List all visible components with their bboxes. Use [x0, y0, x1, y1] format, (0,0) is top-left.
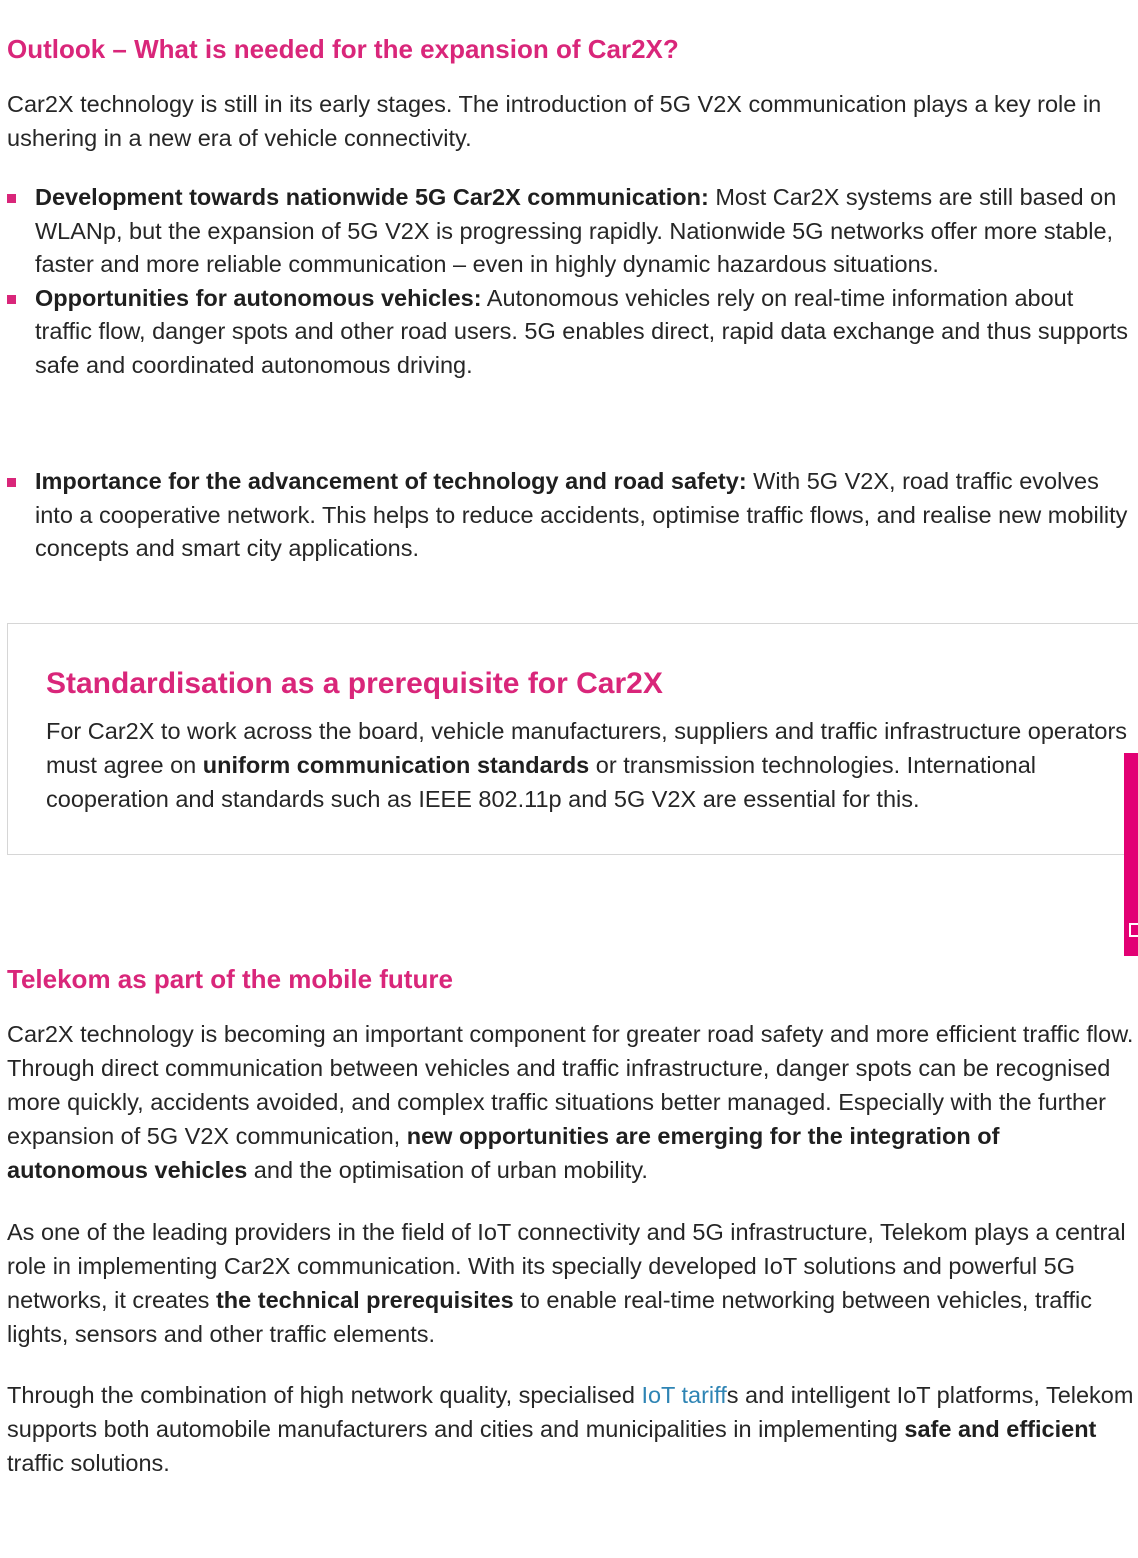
callout-text: For Car2X to work across the board, vehicle manufacturers, suppliers and traffic infrastructure operators must agree on uniform communication standards or transmission technologies. International cooperation and standards such as IEEE 802.11p and 5G V2X are essential for this.: [46, 718, 1128, 812]
bullet-square-icon: [7, 478, 16, 487]
bullet-square-icon: [7, 194, 16, 203]
standardisation-callout-box: [7, 623, 1138, 855]
telekom-heading: Telekom as part of the mobile future: [7, 964, 453, 994]
telekom-paragraph-2: As one of the leading providers in the field of IoT connectivity and 5G infrastructure, Telekom plays a central role in implementing Car2X communication. With its specially developed IoT solutions and powerful 5G networks, it creates the technical prerequisites to enable real-time networking between vehicles, traffic lights, sensors and other traffic elements.: [7, 1219, 1126, 1347]
list-item: Importance for the advancement of technology and road safety: With 5G V2X, road traffic evolves into a cooperative network. This helps to reduce accidents, optimise traffic flows, and realise new mobility concepts and smart city applications.: [7, 465, 1132, 566]
telekom-paragraph-1: Car2X technology is becoming an important component for greater road safety and more efficient traffic flow. Through direct communication between vehicles and traffic infrastructure, danger spots can be recognised more quickly, accidents avoided, and complex traffic situations better managed. Especially with the further expansion of 5G V2X communication, new opportunities are emerging for the integration of autonomous vehicles and the optimisation of urban mobility.: [7, 1021, 1134, 1183]
feedback-side-tab[interactable]: [1124, 753, 1138, 956]
iot-tariff-link[interactable]: IoT tariff: [641, 1382, 727, 1408]
feedback-icon: [1129, 923, 1138, 937]
callout-title: Standardisation as a prerequisite for Car2X: [46, 667, 663, 700]
outlook-bullet-list: [7, 181, 1132, 382]
outlook-intro: Car2X technology is still in its early stages. The introduction of 5G V2X communication plays a key role in ushering in a new era of vehicle connectivity.: [7, 91, 1102, 151]
list-item: Development towards nationwide 5G Car2X communication: Most Car2X systems are still based on WLANp, but the expansion of 5G V2X is progressing rapidly. Nationwide 5G networks offer more stable, faster and more reliable communication – even in highly dynamic hazardous situations.: [7, 181, 1132, 282]
telekom-paragraph-3: Through the combination of high network quality, specialised IoT tariffs and intelligent IoT platforms, Telekom supports both automobile manufacturers and cities and municipalities in implementing safe and efficient traffic solutions.: [7, 1382, 1134, 1476]
outlook-bullet-list-2: [7, 465, 1132, 566]
outlook-heading: Outlook – What is needed for the expansion of Car2X?: [7, 34, 679, 64]
bullet-square-icon: [7, 295, 16, 304]
list-item: Opportunities for autonomous vehicles: Autonomous vehicles rely on real-time information about traffic flow, danger spots and other road users. 5G enables direct, rapid data exchange and thus supports safe and coordinated autonomous driving.: [7, 282, 1132, 383]
